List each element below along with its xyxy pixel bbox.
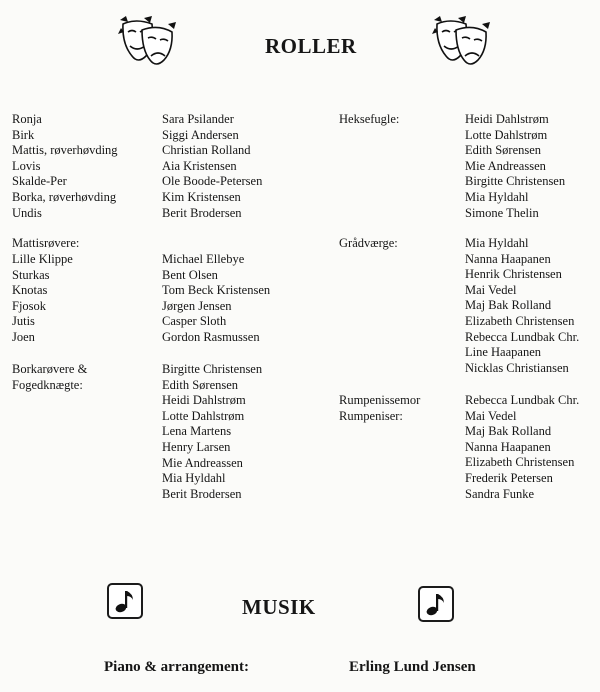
section-title: MUSIK — [242, 595, 316, 619]
actor-name: Rebecca Lundbak Chr. — [465, 329, 580, 344]
actor-name: Henrik Christensen — [465, 267, 562, 282]
actor-name: Lotte Dahlstrøm — [465, 127, 548, 142]
actor-name: Berit Brodersen — [162, 486, 242, 501]
group-heading: Rumpenissemor — [339, 393, 421, 407]
actor-name: Mai Vedel — [465, 408, 517, 423]
group-heading: Heksefugle: — [339, 112, 400, 126]
actor-name: Elizabeth Christensen — [465, 455, 575, 470]
actor-name: Maj Bak Rolland — [465, 424, 552, 439]
actor-name: Elizabeth Christensen — [465, 314, 575, 328]
actor-name: Nicklas Christiansen — [465, 360, 569, 375]
actor-name: Heidi Dahlstrøm — [162, 393, 246, 408]
actor-name: Casper Sloth — [162, 314, 227, 329]
actor-name: Simone Thelin — [465, 205, 539, 220]
actor-name: Siggi Andersen — [162, 127, 239, 142]
theater-masks-icon — [118, 16, 178, 68]
actor-name: Frederik Petersen — [465, 471, 553, 485]
actor-name: Berit Brodersen — [162, 205, 242, 220]
actor-name: Lotte Dahlstrøm — [162, 408, 245, 423]
role-name: Mattis, røverhøvding — [12, 143, 118, 158]
actor-name: Birgitte Christensen — [465, 174, 566, 189]
actor-name: Rebecca Lundbak Chr. — [465, 393, 580, 407]
actor-name: Mia Hyldahl — [465, 236, 529, 250]
group-heading: Grådværge: — [339, 236, 398, 250]
role-name: Jutis — [12, 314, 35, 329]
actor-name: Maj Bak Rolland — [465, 298, 552, 313]
role-name: Borka, røverhøvding — [12, 190, 117, 204]
actor-name: Christian Rolland — [162, 143, 251, 158]
actor-name: Sandra Funke — [465, 486, 535, 501]
role-name: Joen — [12, 330, 35, 344]
actor-name: Nanna Haapanen — [465, 251, 551, 266]
actor-name: Birgitte Christensen — [162, 362, 263, 376]
actor-name: Heidi Dahlstrøm — [465, 112, 549, 126]
actor-name: Aia Kristensen — [162, 158, 237, 173]
actor-name: Michael Ellebye — [162, 252, 245, 266]
role-name: Skalde-Per — [12, 174, 67, 189]
role-name: Knotas — [12, 283, 48, 298]
role-name: Lille Klippe — [12, 252, 73, 266]
actor-name: Tom Beck Kristensen — [162, 283, 271, 298]
actor-name: Henry Larsen — [162, 440, 231, 454]
music-note-icon — [107, 583, 143, 619]
actor-name: Mia Hyldahl — [162, 471, 226, 486]
role-name: Undis — [12, 205, 42, 220]
role-name: Lovis — [12, 158, 41, 173]
actor-name: Kim Kristensen — [162, 190, 241, 204]
actor-name: Line Haapanen — [465, 345, 542, 360]
actor-name: Lena Martens — [162, 424, 232, 439]
group-heading: Mattisrøvere: — [12, 236, 80, 250]
actor-name: Mai Vedel — [465, 282, 517, 297]
group-heading: Borkarøvere & — [12, 362, 88, 376]
actor-name: Ole Boode-Petersen — [162, 174, 263, 189]
actor-name: Mie Andreassen — [162, 455, 243, 470]
role-name: Birk — [12, 127, 35, 142]
credit-name: Erling Lund Jensen — [349, 659, 476, 675]
actor-name: Bent Olsen — [162, 267, 218, 282]
role-name: Sturkas — [12, 267, 50, 282]
actor-name: Jørgen Jensen — [162, 298, 232, 313]
group-heading: Rumpeniser: — [339, 408, 403, 423]
actor-name: Nanna Haapanen — [465, 439, 551, 454]
music-note-icon — [418, 586, 454, 622]
theater-masks-icon — [432, 16, 492, 68]
actor-name: Edith Sørensen — [162, 377, 239, 392]
page-title: ROLLER — [265, 34, 357, 58]
actor-name: Mia Hyldahl — [465, 190, 529, 204]
actor-name: Sara Psilander — [162, 112, 234, 126]
role-name: Fjosok — [12, 298, 47, 313]
group-heading: Fogedknægte: — [12, 377, 83, 392]
actor-name: Gordon Rasmussen — [162, 330, 260, 344]
actor-name: Mie Andreassen — [465, 158, 546, 173]
role-name: Ronja — [12, 112, 42, 126]
actor-name: Edith Sørensen — [465, 143, 542, 158]
credit-label: Piano & arrangement: — [104, 659, 249, 675]
